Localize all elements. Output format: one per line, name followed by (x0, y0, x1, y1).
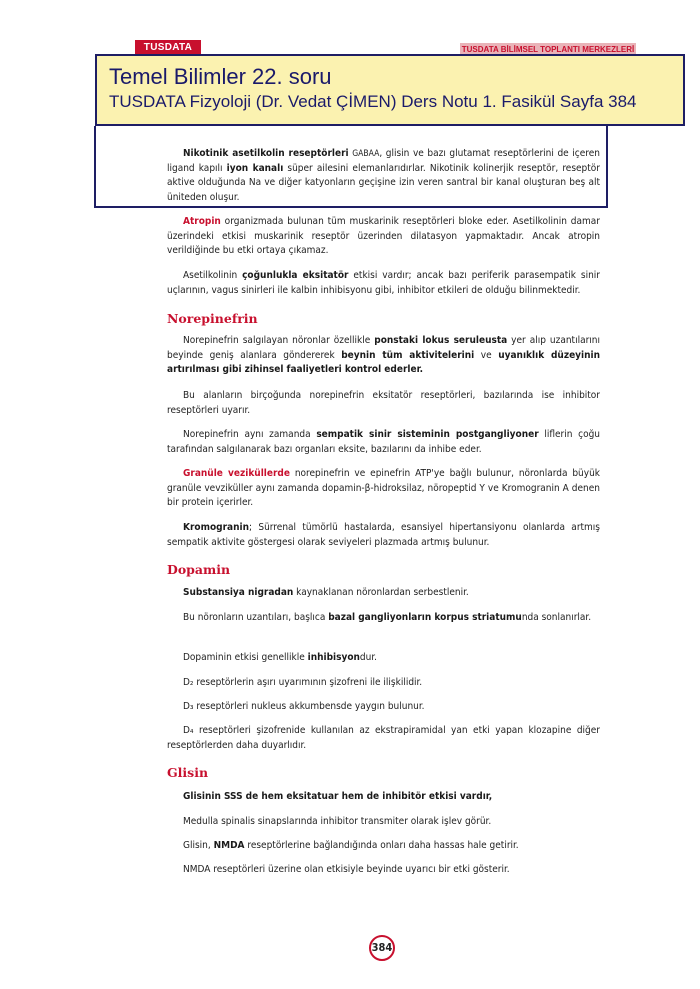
heading-norepinefrin: Norepinefrin (167, 311, 258, 326)
paragraph-asetilkolin (167, 269, 600, 298)
text: Norepinefrin aynı zamanda (183, 429, 317, 440)
term-uyaniklik: uyanıklık düzeyinin artırılması gibi zihinsel faaliyetleri kontrol ederler. (167, 349, 601, 375)
text: Bu nöronların uzantıları, başlıca (183, 612, 329, 623)
gaba-text: GABAA (352, 149, 380, 159)
term-korpus-striatum: bazal gangliyonların korpus striatumu (328, 612, 522, 623)
paragraph-d4: D₄ reseptörleri şizofrenide kullanılan az ekstrapiramidal yan etki yapan klozapine diğer reseptörlerden daha duyarlıdır. (167, 725, 600, 751)
text: liflerin çoğu tarafından salgılanarak bazı organları eksite, bazılarını da inhibe eder. (167, 429, 600, 455)
text: ; Sürrenal tümörlü hastalarda, esansiyel hipertansiyonu olanlarda artmış sempatik aktivite göstergesi olarak seviyeleri plazmada artmış bulunur. (167, 522, 600, 548)
paragraph-kromogranin (167, 521, 600, 550)
term-nmda: NMDA (213, 840, 245, 851)
heading-glisin: Glisin (167, 765, 209, 780)
paragraph-norepinefrin-2: Bu alanların birçoğunda norepinefrin eksitatör reseptörleri, bazılarında ise inhibitor reseptörleri uyarır. (167, 390, 600, 416)
paragraph-atropin (167, 215, 600, 259)
text: organizmada bulunan tüm muskarinik reseptörleri bloke eder. Asetilkolinin damar üzerindeki etkisi muskarinik reseptör üzerinden dilatasyon yapmaktadır. Ancak atropin verildiğinde bu etki ortaya çıkamaz. (167, 216, 600, 256)
paragraph-dopamin-1 (167, 586, 600, 601)
page-number-badge: 384 (369, 935, 395, 961)
term-kromogranin: Kromogranin (183, 522, 249, 533)
term-nikotinik: Nikotinik asetilkolin reseptörleri (183, 148, 349, 159)
title-line-2: TUSDATA Fizyoloji (Dr. Vedat ÇİMEN) Ders Notu 1. Fasikül Sayfa 384 (109, 92, 637, 111)
text: reseptörlerine bağlandığında onları daha hassas hale getirir. (244, 840, 519, 851)
term-inhibisyon: inhibisyon (307, 652, 360, 663)
paragraph-d2: D₂ reseptörlerin aşırı uyarımının şizofreni ile ilişkilidir. (183, 677, 423, 688)
paragraph-norepinefrin-1 (167, 334, 600, 378)
paragraph-d3: D₃ reseptörleri nukleus akkumbensde yaygın bulunur. (183, 701, 425, 712)
paragraph-glisin-2: Medulla spinalis sinapslarında inhibitor transmiter olarak işlev görür. (183, 816, 492, 827)
text: kaynaklanan nöronlardan serbestlenir. (293, 587, 469, 598)
text: Norepinefrin salgılayan nöronlar özellikle (183, 335, 375, 346)
text: Glisin, (183, 840, 214, 851)
paragraph-glisin-1 (167, 790, 600, 805)
term-substansiya-nigra: Substansiya nigradan (183, 587, 294, 598)
header-banner: TUSDATA BİLİMSEL TOPLANTI MERKEZLERİ (460, 43, 636, 57)
term-granule-vezikul: Granüle veziküllerde (183, 468, 290, 479)
term-postgangliyoner: sempatik sinir sisteminin postgangliyoner (316, 429, 539, 440)
text: etkisi vardır; ancak bazı periferik parasempatik sinir uçlarının, vagus sinirleri ile kalbin inhibisyonu gibi, inhibitor etkileri de olduğu bilinmektedir. (167, 270, 600, 296)
text: dur. (359, 652, 377, 663)
paragraph-nikotinik (167, 147, 600, 205)
title-line-1: Temel Bilimler 22. soru (109, 64, 332, 89)
text: nda sonlanırlar. (521, 612, 592, 623)
paragraph-granule (167, 467, 600, 511)
paragraph-glisin-3 (167, 839, 600, 854)
question-title-box (95, 54, 685, 126)
text: , glisin ve bazı glutamat reseptörlerini de içeren ligand kapılı (167, 148, 601, 174)
text: Asetilkolinin (183, 270, 243, 281)
text: ve (474, 349, 499, 361)
term-atropin: Atropin (183, 216, 221, 227)
term-beyin-aktivite: beynin tüm aktivitelerini (341, 349, 475, 361)
term-glisin-etki: Glisinin SSS de hem eksitatuar hem de inhibitör etkisi vardır, (183, 791, 493, 802)
paragraph-glisin-4: NMDA reseptörleri üzerine olan etkisiyle beyinde uyarıcı bir etki gösterir. (183, 864, 510, 875)
term-eksitator: çoğunlukla eksitatör (242, 270, 349, 281)
paragraph-norepinefrin-3 (167, 428, 600, 457)
text: norepinefrin ve epinefrin ATP'ye bağlı bulunur, nöronlarda büyük granüle vevziküller aynı zamanda dopamin-β-hidroksilaz, nöropeptid Y ve Kromogranin A denen bir protein içerirler. (167, 468, 600, 508)
term-lokus-seruleus: ponstaki lokus seruleusta (374, 335, 508, 346)
paragraph-dopamin-2 (167, 611, 600, 626)
term-ion-kanali: iyon kanalı (226, 162, 284, 174)
tusdata-logo: TUSDATA (135, 40, 201, 56)
paragraph-dopamin-3 (167, 651, 600, 666)
text: yer alıp uzantılarını beyinde geniş alanlara göndererek (167, 335, 600, 361)
text: Dopaminin etkisi genellikle (183, 652, 308, 663)
text: süper ailesini elemanlarıdırlar. Nikotinik kolinerjik reseptör, reseptör aktive olduğunda Na ve diğer katyonların geçişine izin veren santral bir kanal oluşturan beş alt üniteden oluşur. (167, 162, 600, 203)
heading-dopamin: Dopamin (167, 562, 231, 577)
